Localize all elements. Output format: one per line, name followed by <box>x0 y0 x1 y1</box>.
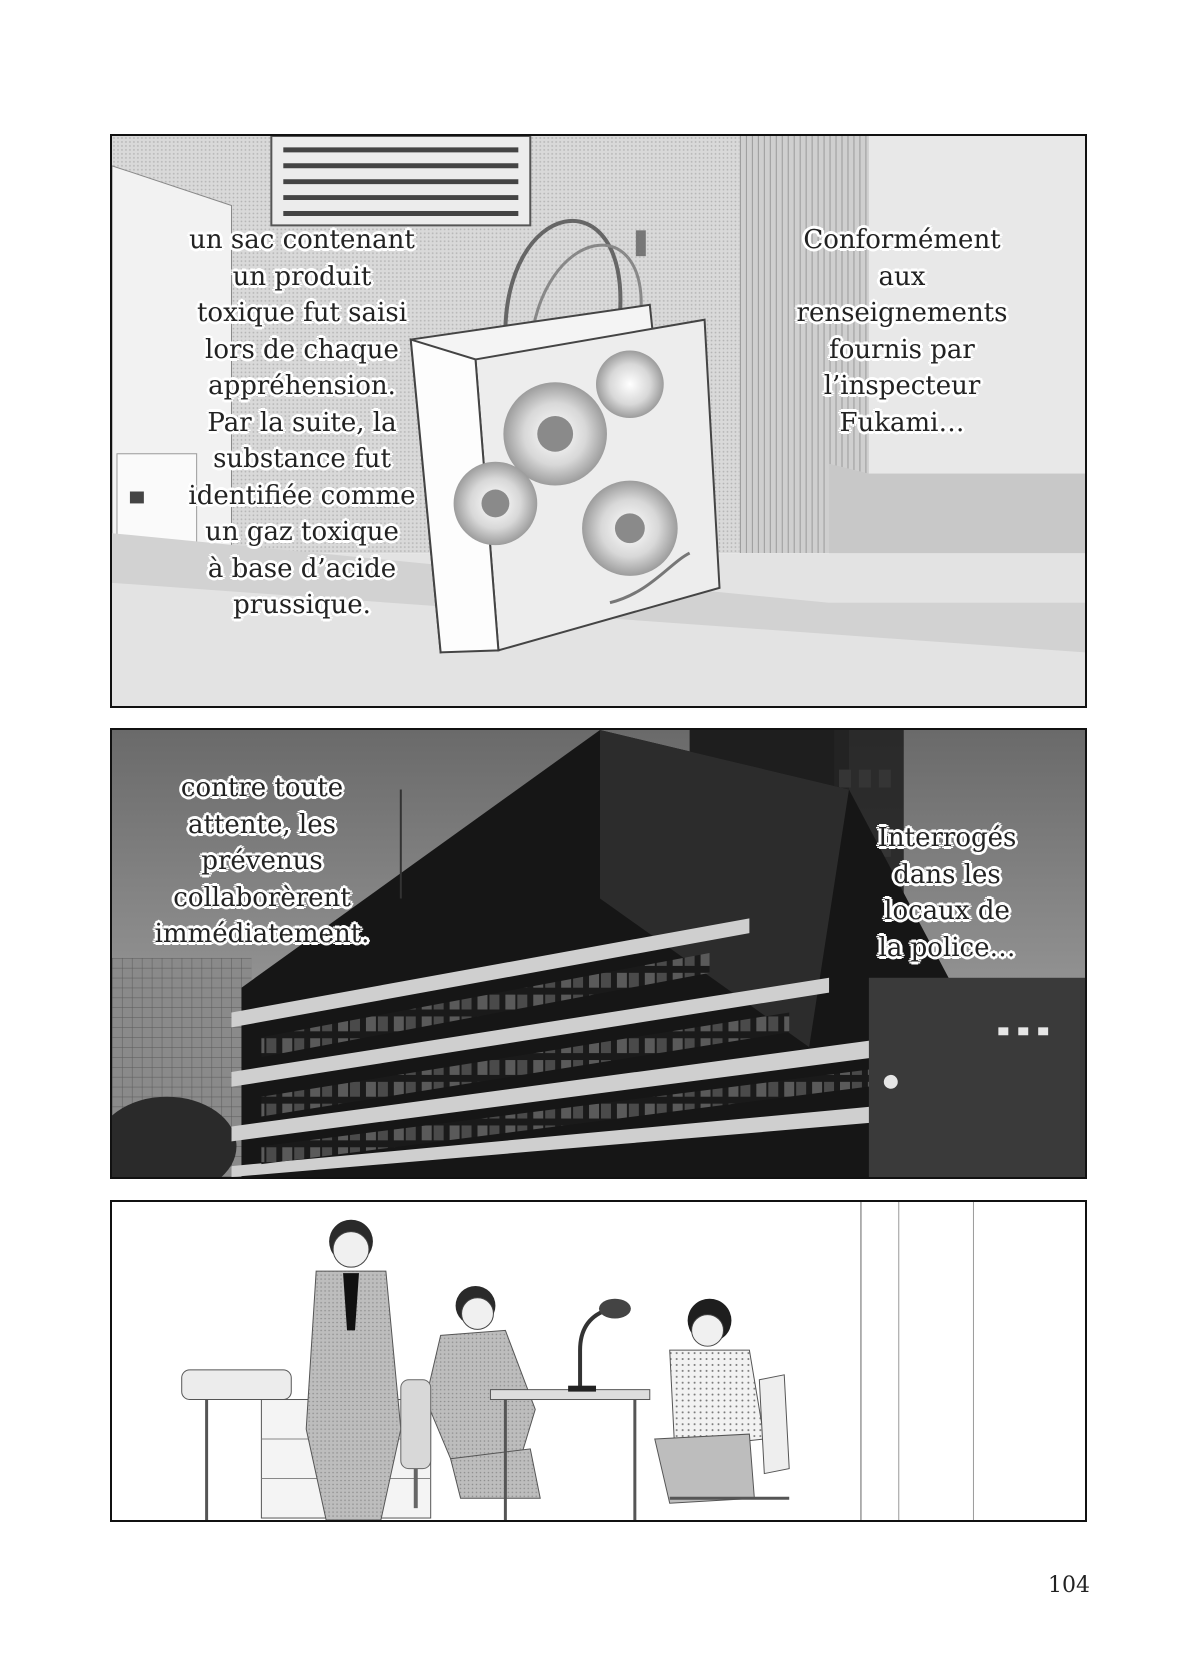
caption-line: identifiée comme <box>188 480 416 511</box>
caption-line: l’inspecteur <box>823 371 981 401</box>
caption-line: collaborèrent <box>173 882 351 913</box>
caption-line: prévenus <box>201 846 323 876</box>
caption-line: un gaz toxique <box>205 517 399 547</box>
caption-line: attente, les <box>188 809 336 840</box>
caption-line: immédiatement. <box>154 919 370 949</box>
caption-fukami-info <box>772 222 1032 441</box>
caption-line: Par la suite, la <box>207 407 397 438</box>
interrogation-scene-illustration <box>112 1202 1085 1520</box>
caption-line: la police… <box>878 932 1016 963</box>
caption-line: prussique. <box>233 590 371 620</box>
caption-line: aux <box>878 261 926 292</box>
caption-line: Interrogés <box>877 823 1017 853</box>
caption-line: un sac contenant <box>189 225 415 255</box>
panel-shopping-bag <box>110 134 1087 708</box>
caption-line: appréhension. <box>208 371 396 401</box>
page-number: 104 <box>1048 1573 1090 1598</box>
caption-line: fournis par <box>829 334 975 365</box>
panel-interrogation-room <box>110 1200 1087 1522</box>
caption-line: substance fut <box>213 444 391 474</box>
caption-line: Conformément <box>803 225 1001 255</box>
caption-line: à base d’acide <box>207 553 397 584</box>
caption-line: toxique fut saisi <box>196 298 408 328</box>
caption-line: un produit <box>232 261 372 292</box>
caption-line: Fukami… <box>839 407 965 438</box>
caption-line: contre toute <box>180 773 344 803</box>
caption-line: dans les <box>893 859 1001 890</box>
panel-police-building <box>110 728 1087 1179</box>
caption-line: renseignements <box>796 298 1008 328</box>
caption-defendants-cooperated <box>132 770 392 953</box>
caption-questioned-at-police <box>852 820 1042 966</box>
caption-line: locaux de <box>884 896 1010 926</box>
caption-seized-bag <box>152 222 452 624</box>
caption-line: lors de chaque <box>205 334 399 365</box>
